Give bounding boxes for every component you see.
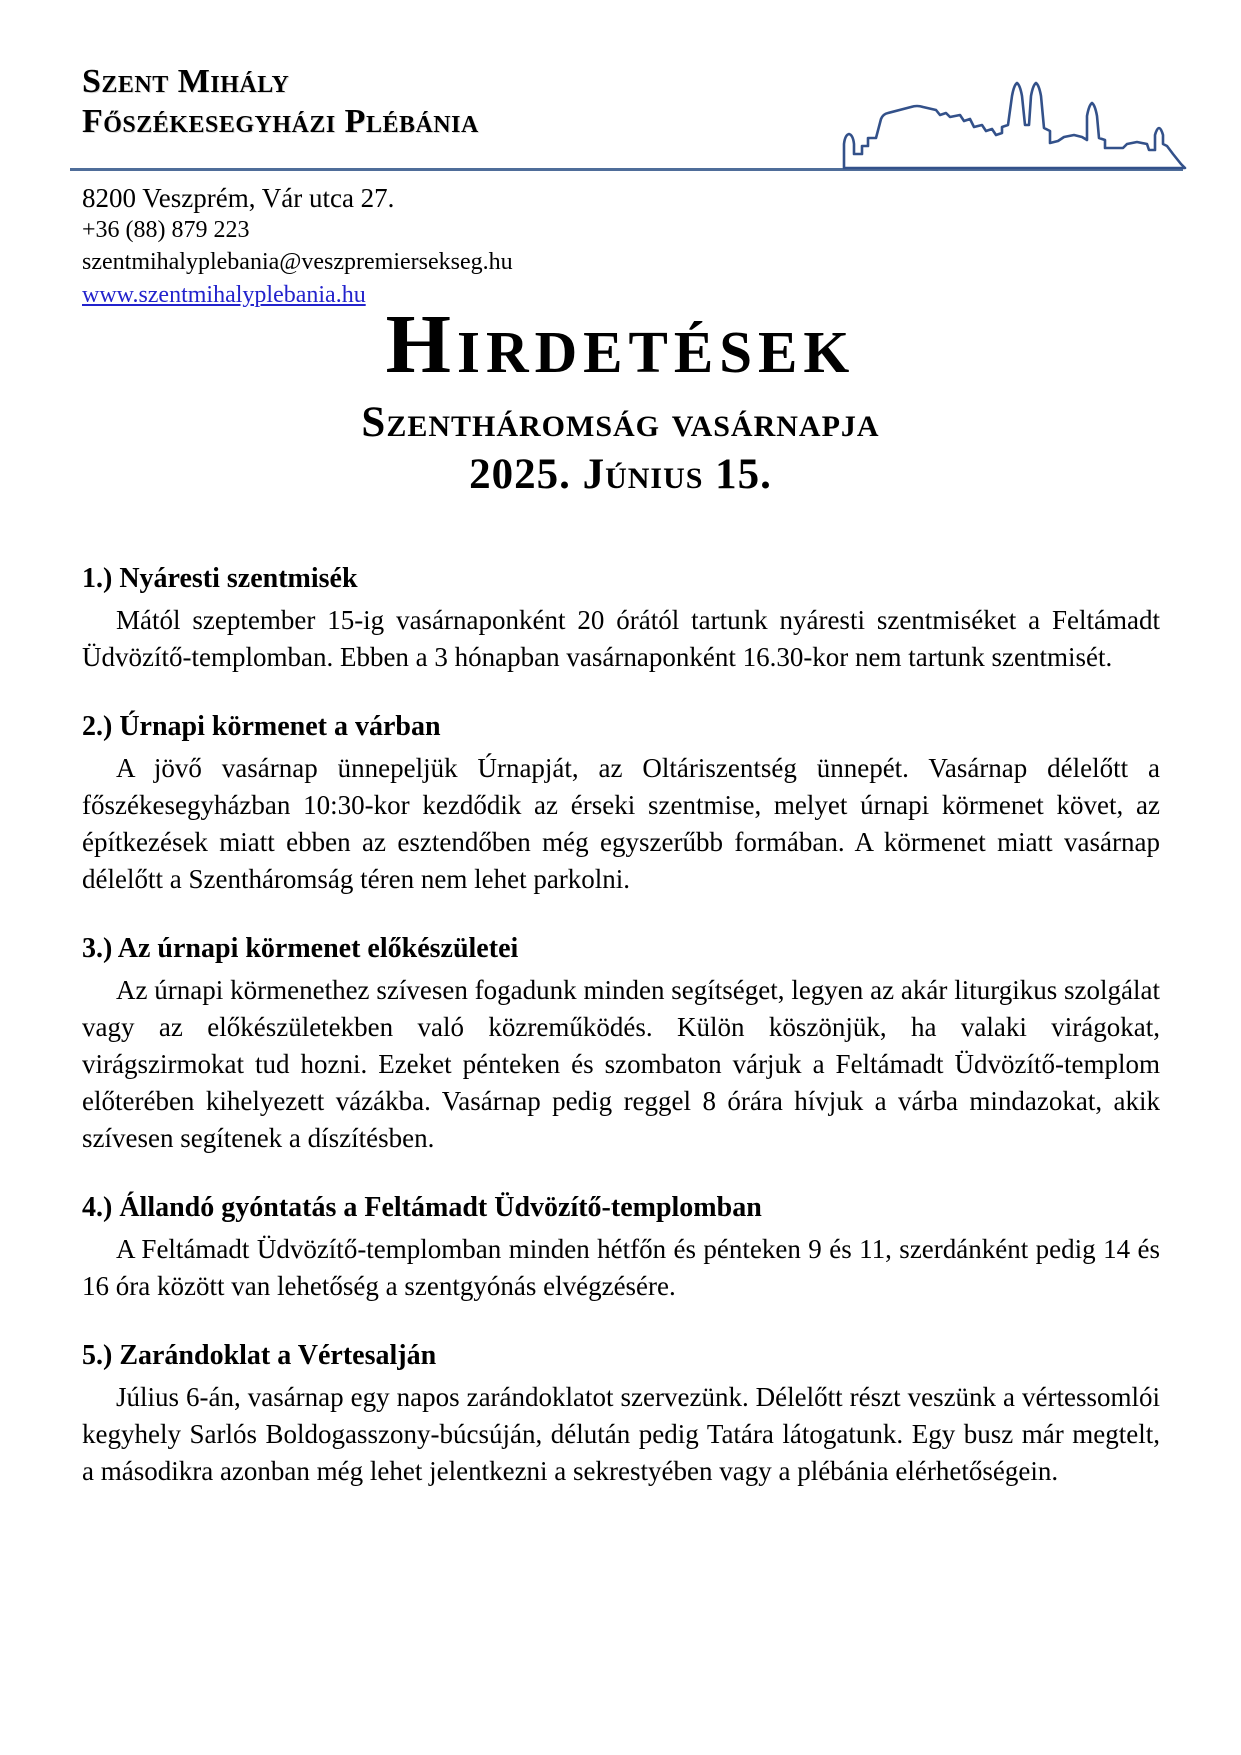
org-name-line2: Főszékesegyházi Plébánia bbox=[82, 103, 479, 140]
section-1-body: Mától szeptember 15-ig vasárnaponként 20 órától tartunk nyáresti szentmiséket a Feltámadt Üdvözítő-templomban. Ebben a 3 hónapban vasárnaponként 16.30-kor nem tartunk szentmisét. bbox=[82, 605, 1160, 672]
announcements-list bbox=[82, 560, 1160, 1490]
email-address: szentmihalyplebania@veszpremiersekseg.hu bbox=[82, 249, 513, 275]
title-block bbox=[0, 300, 1241, 500]
section-3-heading: 3.) Az úrnapi körmenet előkészületei bbox=[82, 933, 519, 964]
contact-block bbox=[82, 182, 513, 311]
veszprem-castle-skyline-icon bbox=[749, 56, 1189, 174]
page-title: Hirdetések bbox=[385, 298, 856, 391]
section-1-heading: 1.) Nyáresti szentmisék bbox=[82, 563, 358, 594]
org-name-line1: Szent Mihály bbox=[82, 63, 290, 100]
section-4-body: A Feltámadt Üdvözítő-templomban minden hétfőn és pénteken 9 és 11, szerdánként pedig 14 és 16 óra között van lehetőség a szentgyónás elvégzésére. bbox=[82, 1234, 1160, 1301]
section-5-body: Július 6-án, vasárnap egy napos zarándoklatot szervezünk. Délelőtt részt veszünk a vértessomlói kegyhely Sarlós Boldogasszony-búcsúján, délután pedig Tatára látogatunk. Egy busz már megtelt, a másodikra azonban még lehet jelentkezni a sekrestyében vagy a plébánia elérhetőségein. bbox=[82, 1382, 1160, 1486]
section-3-body: Az úrnapi körmenethez szívesen fogadunk minden segítséget, legyen az akár liturgikus szolgálat vagy az előkészületekben való közreműködés. Külön köszönjük, ha valaki virágokat, virágszirmokat tud hozni. Ezeket pénteken és szombaton várjuk a Feltámadt Üdvözítő-templom előterében kihelyezett vázákba. Vasárnap pedig reggel 8 órára hívjuk a várba mindazokat, akik szívesen segítenek a díszítésben. bbox=[82, 975, 1160, 1153]
section-5 bbox=[82, 1337, 1160, 1490]
phone-number: +36 (88) 879 223 bbox=[82, 217, 250, 243]
section-4-heading: 4.) Állandó gyóntatás a Feltámadt Üdvözítő-templomban bbox=[82, 1192, 762, 1223]
org-name bbox=[82, 62, 479, 142]
section-5-heading: 5.) Zarándoklat a Vértesalján bbox=[82, 1340, 437, 1371]
website-link[interactable]: www.szentmihalyplebania.hu bbox=[82, 282, 366, 308]
page-date: 2025. Június 15. bbox=[469, 451, 772, 498]
section-4 bbox=[82, 1189, 1160, 1305]
section-3 bbox=[82, 930, 1160, 1157]
address: 8200 Veszprém, Vár utca 27. bbox=[82, 183, 395, 213]
section-1 bbox=[82, 560, 1160, 676]
page-subtitle: Szentháromság vasárnapja bbox=[361, 399, 880, 446]
section-2 bbox=[82, 708, 1160, 898]
section-2-heading: 2.) Úrnapi körmenet a várban bbox=[82, 711, 441, 742]
section-2-body: A jövő vasárnap ünnepeljük Úrnapját, az Oltáriszentség ünnepét. Vasárnap délelőtt a főszékesegyházban 10:30-kor kezdődik az érseki szentmise, melyet úrnapi körmenet követ, az építkezések miatt ebben az esztendőben még egyszerűbb formában. A körmenet miatt vasárnap délelőtt a Szentháromság téren nem lehet parkolni. bbox=[82, 753, 1160, 894]
